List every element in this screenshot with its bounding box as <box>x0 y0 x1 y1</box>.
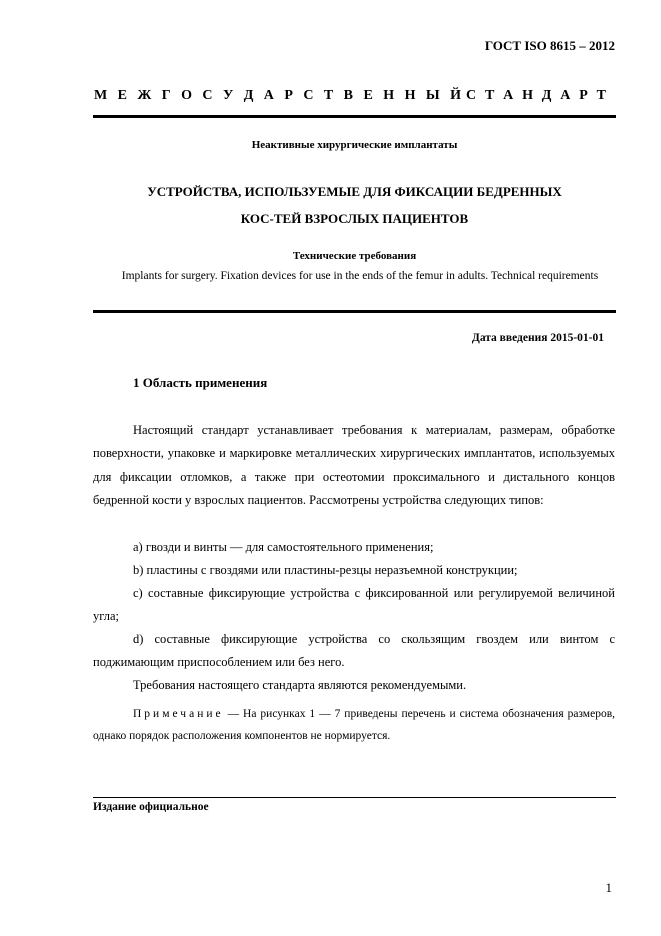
list-item: а) гвозди и винты — для самостоятельного применения; <box>133 540 434 554</box>
edition-label: Издание официальное <box>93 801 209 813</box>
english-title: Implants for surgery. Fixation devices for use in the ends of the femur in adults. Technical requirements <box>121 270 599 282</box>
heading-letter: С <box>202 88 213 103</box>
heading-letter: Н <box>383 88 395 103</box>
heading-letter: Т <box>596 88 606 103</box>
heading-letter: Е <box>363 88 373 103</box>
heading-letter: Н <box>404 88 416 103</box>
heading-letter: А <box>263 88 274 103</box>
heading-letter: Г <box>161 88 171 103</box>
heading-letter: Т <box>484 88 495 103</box>
heading-letter: Е <box>117 88 127 103</box>
heading-letter: Д <box>243 88 254 103</box>
date-of-introduction: Дата введения 2015-01-01 <box>471 332 604 344</box>
note-text: — На рисунках 1 — 7 приведены перечень и система обозначения размеров, однако порядок расположения компонентов не нормируется. <box>93 708 615 742</box>
heading-letter: Д <box>541 88 552 103</box>
title-block-rule <box>93 310 616 313</box>
list-item: с) составные фиксирующие устройства с фиксированной или регулируемой величиной угла; <box>93 586 615 624</box>
subtitle: Неактивные хирургические имплантаты <box>251 139 458 151</box>
technical-requirements-label: Технические требования <box>292 250 417 262</box>
heading-letter: О <box>181 88 192 103</box>
heading-letter: Т <box>323 88 334 103</box>
recommendation-text: Требования настоящего стандарта являются рекомендуемыми. <box>133 678 467 692</box>
interstate-word <box>94 88 461 104</box>
page-number: 1 <box>605 880 612 895</box>
heading-letter: С <box>303 88 314 103</box>
heading-letter: Н <box>522 88 533 103</box>
note-label: Примечание <box>133 708 224 720</box>
footer-rule <box>93 797 616 798</box>
main-title: УСТРОЙСТВА, ИСПОЛЬЗУЕМЫЕ ДЛЯ ФИКСАЦИИ БЕДРЕННЫХ КОС-ТЕЙ ВЗРОСЛЫХ ПАЦИЕНТОВ <box>147 184 562 226</box>
top-rule <box>93 115 616 118</box>
standard-word <box>466 88 606 104</box>
section-heading: 1 Область применения <box>133 375 268 390</box>
standard-code: ГОСТ ISO 8615 – 2012 <box>484 38 615 53</box>
list-item: b) пластины с гвоздями или пластины-резцы неразъемной конструкции; <box>133 563 518 577</box>
heading-letter: Ж <box>137 88 152 103</box>
heading-letter: Р <box>579 88 588 103</box>
heading-letter: А <box>560 88 571 103</box>
heading-letter: Р <box>284 88 293 103</box>
heading-letter: У <box>222 88 234 103</box>
heading-letter: Й <box>450 88 461 103</box>
list-item: d) составные фиксирующие устройства со скользящим гвоздем или винтом с поджимающим приспособлением или без него. <box>93 632 615 670</box>
heading-letter: Ы <box>425 88 440 103</box>
heading-letter: А <box>503 88 514 103</box>
scope-paragraph: Настоящий стандарт устанавливает требования к материалам, размерам, обработке поверхности, упаковке и маркировке металлических хирургических имплантатов, используемых для фиксации отломков, а также при остеотомии проксимального и дистального концов бедренной кости у взрослых пациентов. Рассмотрены устройства следующих типов: <box>93 423 615 508</box>
heading-letter: В <box>343 88 354 103</box>
heading-letter: М <box>94 88 108 103</box>
interstate-standard-heading <box>94 88 606 104</box>
note <box>93 703 615 747</box>
heading-letter: С <box>466 88 477 103</box>
